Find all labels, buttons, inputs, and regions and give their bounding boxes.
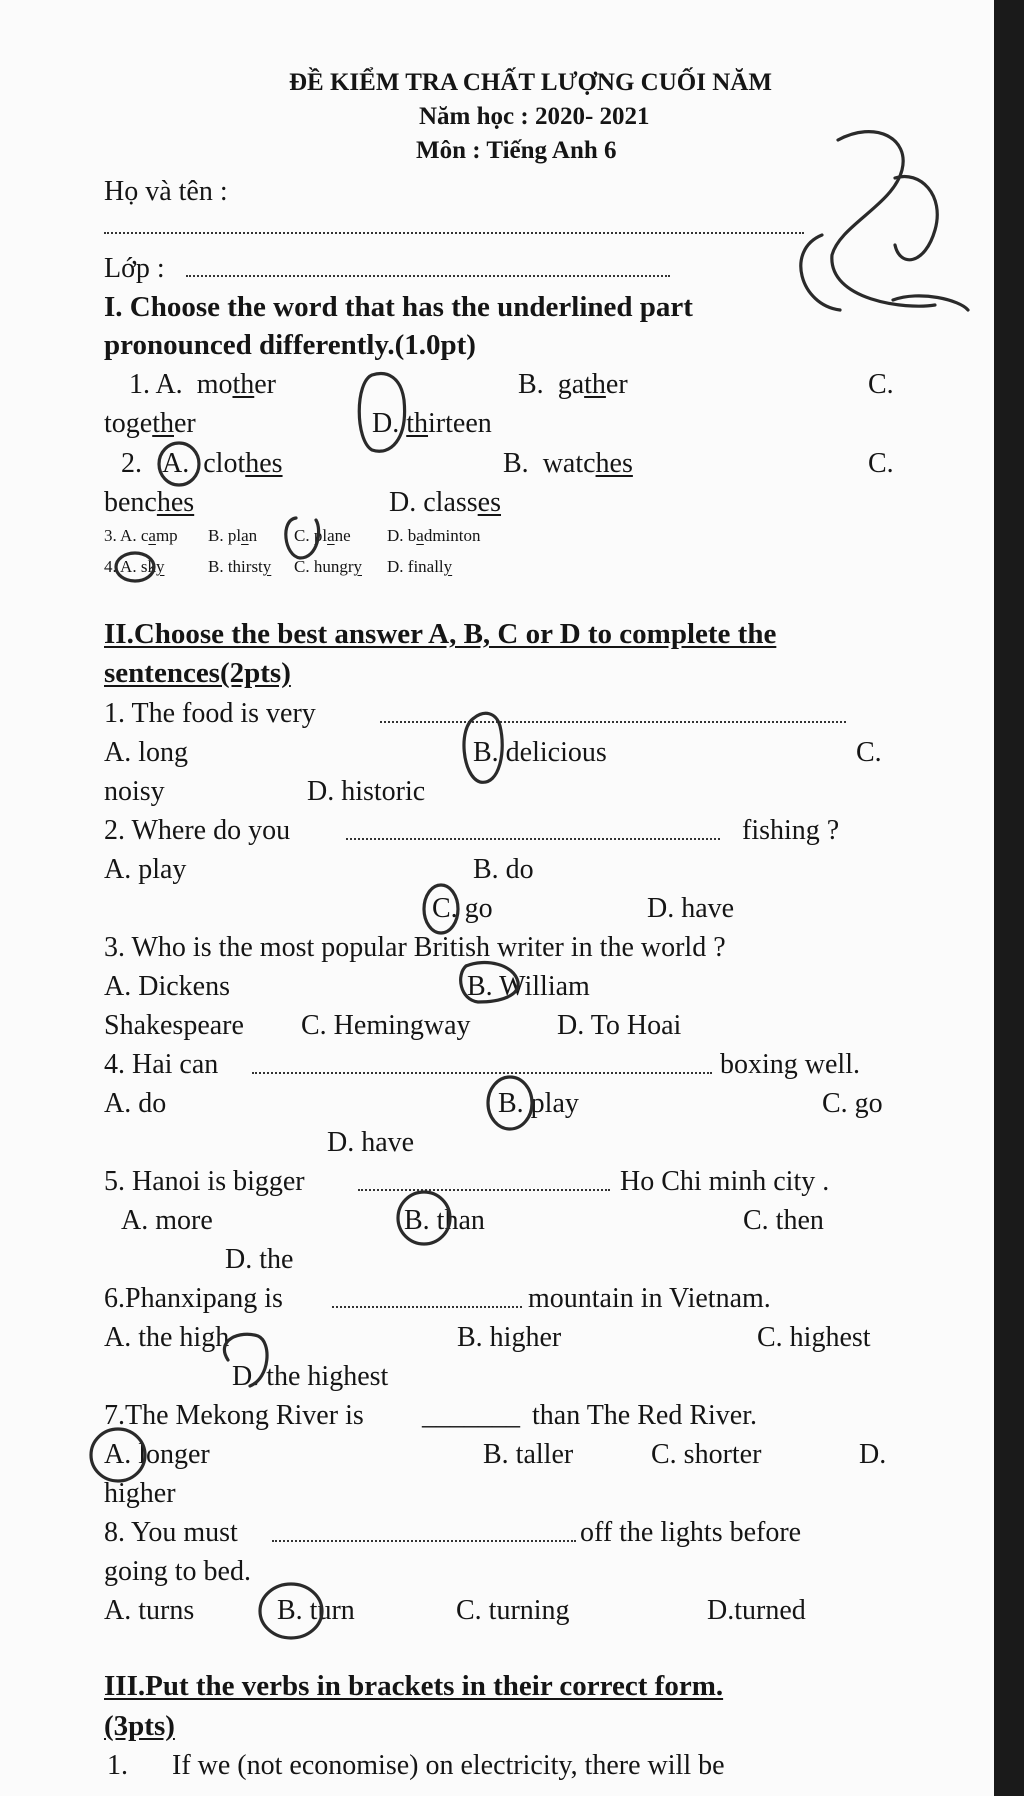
s2-q5-b: B. than bbox=[404, 1205, 485, 1236]
s2-q6-a: A. the high bbox=[104, 1322, 230, 1353]
subject-line: Môn : Tiếng Anh 6 bbox=[416, 137, 617, 164]
s2-q2-blank bbox=[346, 838, 720, 840]
s2-q5-blank bbox=[358, 1189, 610, 1191]
s2-q8-line2: going to bed. bbox=[104, 1556, 251, 1587]
s2-q8-stem: 8. You must bbox=[104, 1517, 238, 1548]
s2-q7-a: A. longer bbox=[104, 1439, 210, 1470]
s1-q1-b: B. gather bbox=[518, 369, 628, 400]
score-scribble bbox=[801, 132, 968, 310]
photo-edge-shadow bbox=[994, 0, 1024, 1796]
s2-q3-b-word: Shakespeare bbox=[104, 1010, 244, 1041]
s1-q2-d: D. classes bbox=[389, 487, 501, 518]
s2-q8-blank bbox=[272, 1540, 576, 1542]
s1-q2-a: A. clothes bbox=[162, 448, 283, 479]
s2-q8-d: D.turned bbox=[707, 1595, 806, 1626]
s3-q1-text: If we (not economise) on electricity, there will be bbox=[172, 1750, 725, 1781]
s2-q1-blank bbox=[380, 721, 846, 723]
s2-q7-stem: 7.The Mekong River is bbox=[104, 1400, 364, 1431]
s2-q1-b: B. delicious bbox=[473, 737, 607, 768]
s2-q4-b: B. play bbox=[498, 1088, 579, 1119]
s2-q8-c: C. turning bbox=[456, 1595, 570, 1626]
s3-q1-num: 1. bbox=[107, 1750, 128, 1781]
s2-q4-a: A. do bbox=[104, 1088, 167, 1119]
s1-q2-num: 2. bbox=[121, 448, 142, 479]
s1-q3-d: D. badminton bbox=[387, 526, 481, 545]
s2-q2-d: D. have bbox=[647, 893, 735, 924]
s1-q1-a: 1. A. mother bbox=[129, 369, 277, 400]
s2-q7-b: B. taller bbox=[483, 1439, 574, 1470]
s1-q4-c: C. hungry bbox=[294, 557, 362, 576]
name-dotted-line bbox=[104, 232, 804, 234]
s2-q2-a: A. play bbox=[104, 854, 187, 885]
s1-q4-b: B. thirsty bbox=[208, 557, 272, 576]
s2-q1-stem: 1. The food is very bbox=[104, 698, 316, 729]
s2-q3-a: A. Dickens bbox=[104, 971, 230, 1002]
s2-q3-b: B. William bbox=[467, 971, 590, 1002]
s1-q2-b: B. watches bbox=[503, 448, 633, 479]
s2-q2-c: C. go bbox=[432, 893, 493, 924]
s2-q4-d: D. have bbox=[327, 1127, 415, 1158]
s1-q3-b: B. plan bbox=[208, 526, 258, 545]
s2-q8-a: A. turns bbox=[104, 1595, 195, 1626]
class-dotted-line bbox=[186, 275, 670, 277]
s1-q2-c: benches bbox=[104, 487, 195, 518]
s2-q6-end: mountain in Vietnam. bbox=[528, 1283, 771, 1314]
s2-q4-c: C. go bbox=[822, 1088, 883, 1119]
school-year: Năm học : 2020- 2021 bbox=[419, 103, 650, 130]
s2-q5-d: D. the bbox=[225, 1244, 294, 1275]
section2-title-line2: sentences(2pts) bbox=[104, 657, 291, 689]
s1-q1-c-label: C. bbox=[868, 369, 894, 400]
s1-q4-d: D. finally bbox=[387, 557, 453, 576]
s2-q5-a: A. more bbox=[121, 1205, 213, 1236]
s2-q6-stem: 6.Phanxipang is bbox=[104, 1283, 283, 1314]
s2-q4-blank bbox=[252, 1072, 712, 1074]
s2-q2-stem: 2. Where do you bbox=[104, 815, 291, 846]
s2-q3-stem: 3. Who is the most popular British writer in the world ? bbox=[104, 932, 726, 963]
s2-q5-end: Ho Chi minh city . bbox=[620, 1166, 830, 1197]
s1-q1-c: together bbox=[104, 408, 196, 439]
name-label: Họ và tên : bbox=[104, 176, 228, 207]
s1-q2-c-label: C. bbox=[868, 448, 894, 479]
s2-q1-c: C. bbox=[856, 737, 882, 768]
s2-q8-end: off the lights before bbox=[580, 1517, 802, 1548]
s2-q7-c: C. shorter bbox=[651, 1439, 762, 1470]
s2-q6-b: B. higher bbox=[457, 1322, 562, 1353]
s2-q8-b: B. turn bbox=[277, 1595, 355, 1626]
s2-q1-d: D. historic bbox=[307, 776, 426, 807]
class-label: Lớp : bbox=[104, 253, 165, 284]
s1-q3-c: C. plane bbox=[294, 526, 351, 545]
s2-q3-c: C. Hemingway bbox=[301, 1010, 471, 1041]
s2-q7-d: D. bbox=[859, 1439, 887, 1470]
section1-title-line2: pronounced differently.(1.0pt) bbox=[104, 329, 476, 361]
s2-q4-stem: 4. Hai can bbox=[104, 1049, 219, 1080]
s2-q7-d-word: higher bbox=[104, 1478, 176, 1509]
exam-title: ĐỀ KIỂM TRA CHẤT LƯỢNG CUỐI NĂM bbox=[289, 69, 772, 96]
s2-q7-end: than The Red River. bbox=[532, 1400, 757, 1431]
s2-q3-d: D. To Hoai bbox=[557, 1010, 682, 1041]
s2-q6-blank bbox=[332, 1306, 522, 1308]
s2-q1-a: A. long bbox=[104, 737, 188, 768]
s2-q4-end: boxing well. bbox=[720, 1049, 860, 1080]
section3-title-line1: III.Put the verbs in brackets in their correct form. bbox=[104, 1670, 724, 1702]
s2-q2-end: fishing ? bbox=[742, 815, 840, 846]
section3-title-line2: (3pts) bbox=[104, 1710, 175, 1742]
s1-q4-a: 4. A. sky bbox=[104, 557, 165, 576]
s1-q1-d: D. thirteen bbox=[372, 408, 492, 439]
s2-q2-b: B. do bbox=[473, 854, 534, 885]
s2-q5-c: C. then bbox=[743, 1205, 824, 1236]
s2-q1-c-word: noisy bbox=[104, 776, 165, 807]
s1-q3-a: 3. A. camp bbox=[104, 526, 178, 545]
s2-q6-d: D. the highest bbox=[232, 1361, 389, 1392]
s2-q5-stem: 5. Hanoi is bigger bbox=[104, 1166, 305, 1197]
section1-title-line1: I. Choose the word that has the underlined part bbox=[104, 291, 693, 323]
s2-q7-blank: _______ bbox=[422, 1400, 520, 1431]
section2-title-line1: II.Choose the best answer A, B, C or D to complete the bbox=[104, 618, 777, 650]
s2-q6-c: C. highest bbox=[757, 1322, 871, 1353]
